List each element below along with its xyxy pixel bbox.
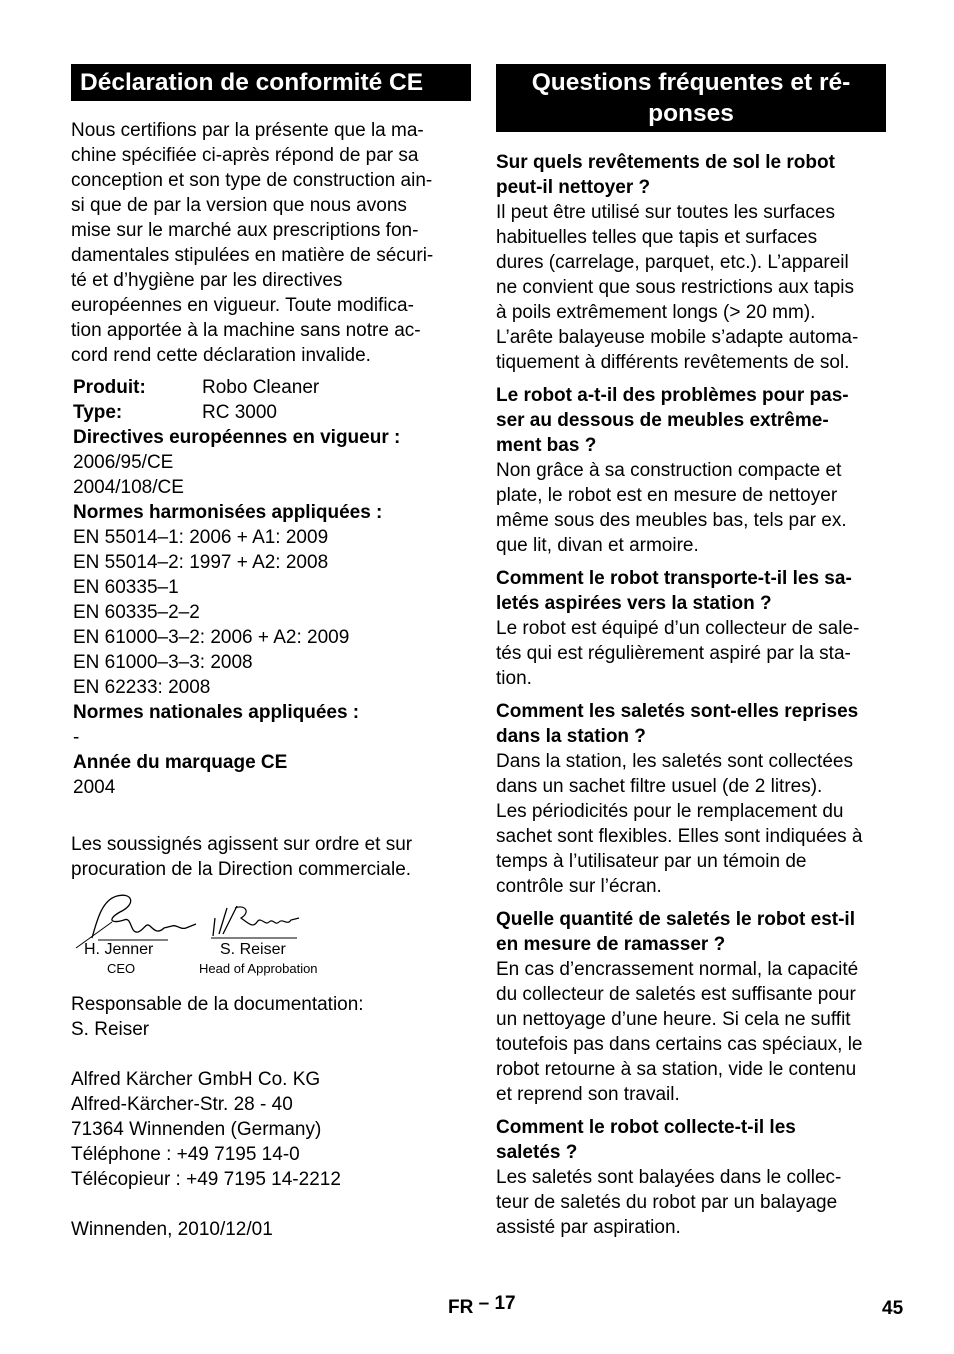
national-label: Normes nationales appliquées : [73, 702, 360, 723]
faq-answer: Il peut être utilisé sur toutes les surfaces habituelles telles que tapis et surfaces dures (carrelage, parquet, etc.). L’appareil ne convient que sous restrictions aux tapis à poils extrêmement longs (> 20 mm). L’arête balayeuse mobile s’adapte automa- tiquement à différents revêtements de sol. [496, 202, 859, 373]
faq-answer: Le robot est équipé d’un collecteur de sale- tés qui est régulièrement aspiré par la sta- tion. [496, 618, 860, 689]
ce-year-label: Année du marquage CE [73, 752, 288, 773]
faq-answer: Dans la station, les saletés sont collectées dans un sachet filtre usuel (de 2 litres). Les périodicités pour le remplacement du sachet sont flexibles. Elles sont indiquées à temps à l’utilisateur par un témoin de contrôle sur l’écran. [496, 751, 863, 897]
faq-question: Comment le robot collecte-t-il les saletés ? [496, 1117, 796, 1163]
right-column [496, 64, 886, 1240]
conformity-intro: Nous certifions par la présente que la ma- chine spécifiée ci-après répond de par sa conception et son type de construction ain- si que de par la version que nous avons mise sur le marché aux prescriptions fon- damentales stipulées en matière de sécuri- té et d’hygiène par les directives européennes en vigueur. Toute modifica- tion apportée à la machine sans notre ac- cord rend cette déclaration invalide. [71, 120, 434, 366]
type-row [73, 400, 473, 425]
signer1-name: H. Jenner [84, 941, 154, 958]
faq-answer: Non grâce à sa construction compacte et plate, le robot est en mesure de nettoyer même sous des meubles bas, tels par ex. que lit, divan et armoire. [496, 460, 847, 556]
left-column [71, 64, 471, 368]
faq-question: Sur quels revêtements de sol le robot peut-il nettoyer ? [496, 152, 835, 198]
faq-item [496, 699, 886, 899]
signer2-role: Head of Approbation [199, 961, 318, 976]
documentation-responsible: Responsable de la documentation: S. Reiser [71, 994, 364, 1040]
footer-lang-code: FR [448, 1297, 474, 1318]
place-date: Winnenden, 2010/12/01 [71, 1219, 273, 1240]
faq-question: Quelle quantité de saletés le robot est-il en mesure de ramasser ? [496, 909, 855, 955]
conformity-heading: Déclaration de conformité CE [71, 64, 471, 101]
faq-answer: En cas d’encrassement normal, la capacité du collecteur de saletés est suffisante pour un nettoyage d’une heure. Si cela ne suffit toutefois pas dans certains cas spéciaux, le robot retourne à sa station, vide le contenu et reprend son travail. [496, 959, 863, 1105]
type-label: Type: [73, 402, 123, 423]
harmonized-label: Normes harmonisées appliquées : [73, 502, 383, 523]
national-value: - [73, 727, 80, 748]
signature-reiser [205, 900, 305, 942]
product-value: Robo Cleaner [202, 377, 320, 398]
faq-item [496, 1115, 886, 1240]
faq-heading: Questions fréquentes et ré- ponses [496, 64, 886, 132]
directives-label: Directives européennes en vigueur : [73, 427, 401, 448]
faq-item [496, 150, 886, 375]
product-info-block [73, 375, 473, 800]
product-row [73, 375, 473, 400]
product-label: Produit: [73, 377, 146, 398]
faq-list [496, 150, 886, 1240]
faq-question: Comment les saletés sont-elles reprises dans la station ? [496, 701, 859, 747]
faq-item [496, 907, 886, 1107]
ce-year-value: 2004 [73, 777, 116, 798]
company-address: Alfred Kärcher GmbH Co. KG Alfred-Kärcher-Str. 28 - 40 71364 Winnenden (Germany) Téléphone : +49 7195 14-0 Télécopieur : +49 7195 14-2212 [71, 1069, 341, 1190]
faq-item [496, 383, 886, 558]
harmonized-list: EN 55014–1: 2006 + A1: 2009 EN 55014–2: 1997 + A2: 2008 EN 60335–1 EN 60335–2–2 EN 61000–3–2: 2006 + A2: 2009 EN 61000–3–3: 2008 EN 62233: 2008 [73, 527, 350, 698]
type-value: RC 3000 [202, 402, 277, 423]
directives-list: 2006/95/CE 2004/108/CE [73, 452, 184, 498]
signer1-role: CEO [107, 961, 136, 976]
signer2-name: S. Reiser [220, 941, 286, 958]
page-number: 45 [882, 1298, 904, 1319]
faq-question: Comment le robot transporte-t-il les sa- letés aspirées vers la station ? [496, 568, 852, 614]
footer-section-page: – 17 [478, 1293, 516, 1314]
faq-question: Le robot a-t-il des problèmes pour pas- ser au dessous de meubles extrême- ment bas ? [496, 385, 849, 456]
undersigned-text: Les soussignés agissent sur ordre et sur procuration de la Direction commerciale. [71, 834, 413, 880]
faq-item [496, 566, 886, 691]
footer-language [448, 1293, 516, 1319]
faq-answer: Les saletés sont balayées dans le collec- teur de saletés du robot par un balayage assisté par aspiration. [496, 1167, 842, 1238]
